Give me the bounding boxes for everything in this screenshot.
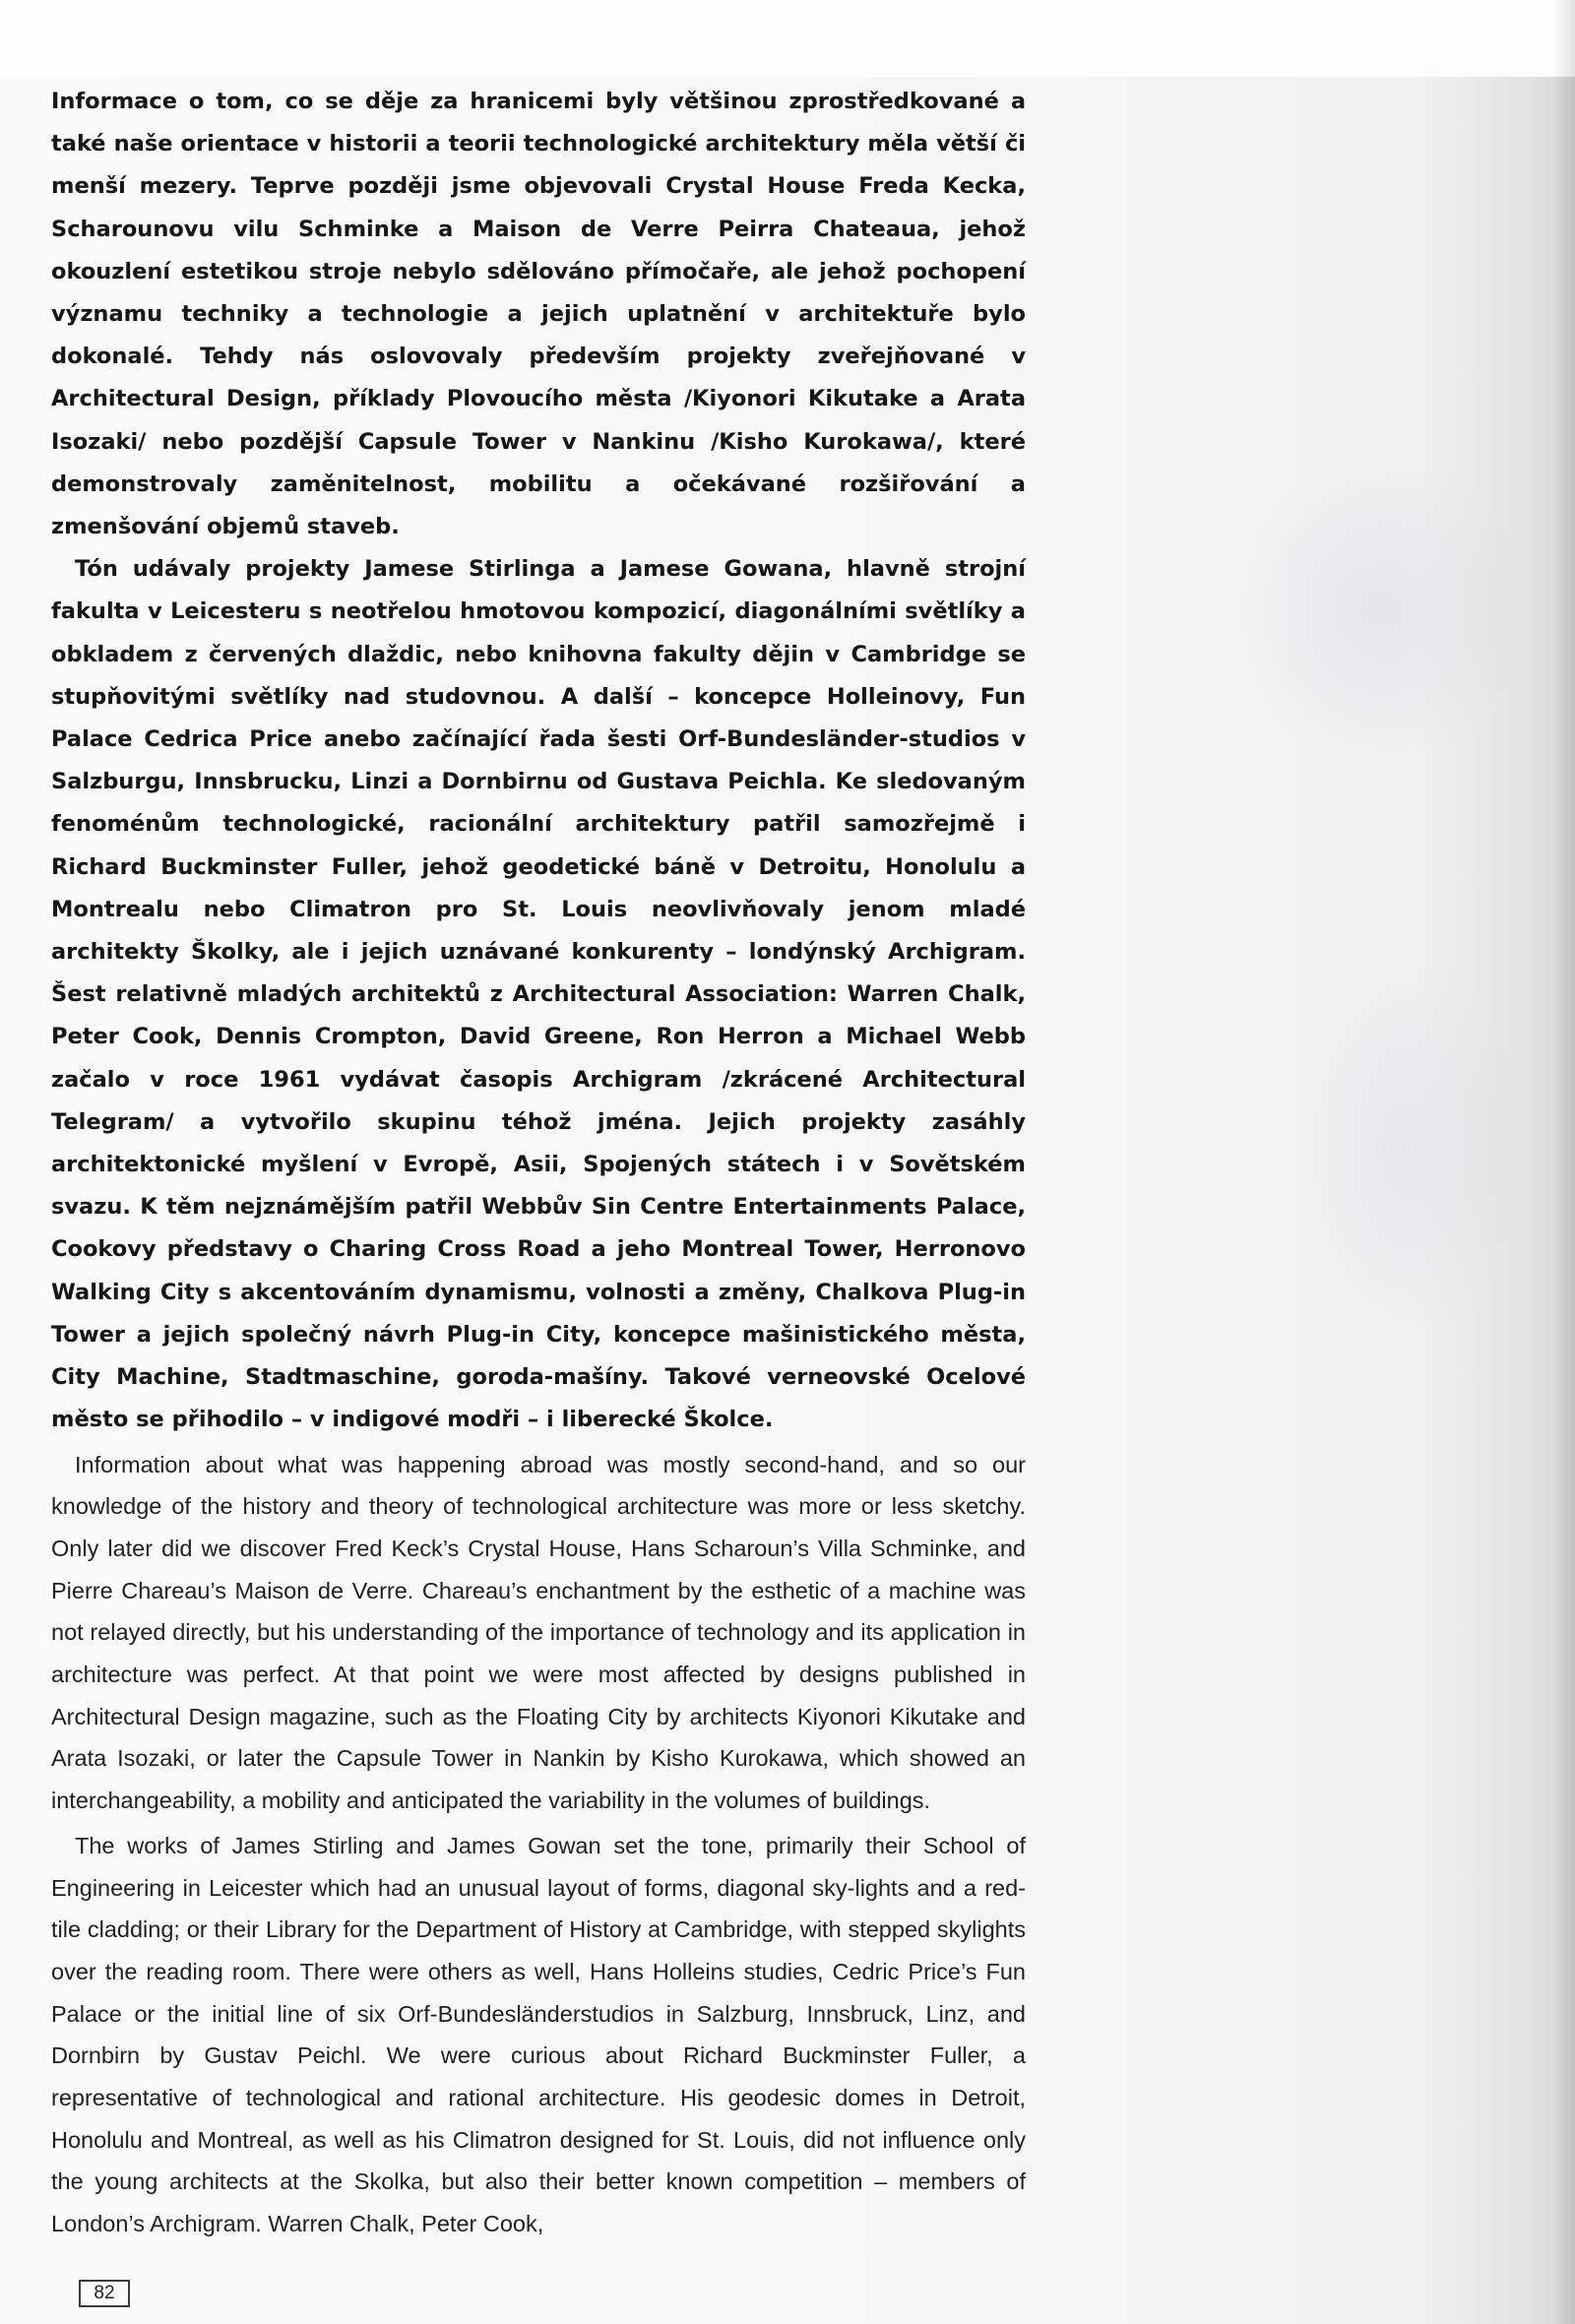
english-paragraph-2: The works of James Stirling and James Gowan set the tone, primarily their School of Engineering in Leicester which had an unusual layout of forms, diagonal sky-lights and a red-tile cladding; or their Library for the Department of History at Cambridge, with stepped skylights over the reading room. There were others as well, Hans Holleins studies, Cedric Price’s Fun Palace or the initial line of six Orf-Bundesländerstudios in Salzburg, Innsbruck, Linz, and Dornbirn by Gustav Peichl. We were curious about Richard Buckminster Fuller, a representative of technological and rational architecture. His geodesic domes in Detroit, Honolulu and Montreal, as well as his Climatron designed for St. Louis, did not influence only the young architects at the Skolka, but also their better known competition – members of London’s Archigram. Warren Chalk, Peter Cook,	[51, 1832, 1026, 2237]
czech-paragraph-1: Informace o tom, co se děje za hranicemi byly většinou zprostředkované a také naše orientace v historii a teorii technologické architektury měla větší či menší mezery. Teprve později jsme objevovali Crystal House Freda Kecka, Scharounovu vilu Schminke a Maison de Verre Peirra Chateaua, jehož okouzlení estetikou stroje nebylo sdělováno přímočaře, ale jehož pochopení významu techniky a technologie a jejich uplatnění v architektuře bylo dokonalé. Tehdy nás oslovovaly především projekty zveřejňované v Architectural Design, příklady Plovoucího města /Kiyonori Kikutake a Arata Isozaki/ nebo pozdější Capsule Tower v Nankinu /Kisho Kurokawa/, které demonstrovaly zaměnitelnost, mobilitu a očekávané rozšiřování a zmenšování objemů staveb.	[51, 89, 1026, 540]
binding-shadow	[1553, 0, 1575, 2324]
text-column	[51, 81, 1026, 2245]
english-section	[51, 1444, 1026, 2245]
czech-paragraph-2: Tón udávaly projekty Jamese Stirlinga a Jamese Gowana, hlavně strojní fakulta v Leicesteru s neotřelou hmotovou kompozicí, diagonálními světlíky a obkladem z červených dlaždic, nebo knihovna fakulty dějin v Cambridge se stupňovitými světlíky nad studovnou. A další – koncepce Holleinovy, Fun Palace Cedrica Price anebo začínající řada šesti Orf-Bundesländer-studios v Salzburgu, Innsbrucku, Linzi a Dornbirnu od Gustava Peichla. Ke sledovaným fenoménům technologické, racionální architektury patřil samozřejmě i Richard Buckminster Fuller, jehož geodetické báně v Detroitu, Honolulu a Montrealu nebo Climatron pro St. Louis neovlivňovaly jenom mladé architekty Školky, ale i jejich uznávané konkurenty – londýnský Archigram. Šest relativně mladých architektů z Architectural Association: Warren Chalk, Peter Cook, Dennis Crompton, David Greene, Ron Herron a Michael Webb začalo v roce 1961 vydávat časopis Archigram /zkrácené Architectural Telegram/ a vytvořilo skupinu téhož jména. Jejich projekty zasáhly architektonické myšlení v Evropě, Asii, Spojených státech i v Sovětském svazu. K těm nejznámějším patřil Webbův Sin Centre Entertainments Palace, Cookovy představy o Charing Cross Road a jeho Montreal Tower, Herronovo Walking City s akcentováním dynamismu, volnosti a změny, Chalkova Plug-in Tower a jejich společný návrh Plug-in City, koncepce mašinistického města, City Machine, Stadtmaschine, goroda-mašíny. Takové verneovské Ocelové město se přihodilo – v indigové modři – i liberecké Školce.	[51, 556, 1026, 1433]
paper-smudge	[1073, 354, 1575, 1634]
page-number: 82	[79, 2280, 130, 2307]
czech-section	[51, 81, 1026, 1442]
scan-top-band	[0, 0, 1575, 77]
english-paragraph-1: Information about what was happening abroad was mostly second-hand, and so our knowledge of the history and theory of technological architecture was more or less sketchy. Only later did we discover Fred Keck’s Crystal House, Hans Scharoun’s Villa Schminke, and Pierre Chareau’s Maison de Verre. Chareau’s enchantment by the esthetic of a machine was not relayed directly, but his understanding of the importance of technology and its application in architecture was perfect. At that point we were most affected by designs published in Architectural Design magazine, such as the Floating City by architects Kiyonori Kikutake and Arata Isozaki, or later the Capsule Tower in Nankin by Kisho Kurokawa, which showed an interchangeability, a mobility and anticipated the variability in the volumes of buildings.	[51, 1451, 1026, 1814]
